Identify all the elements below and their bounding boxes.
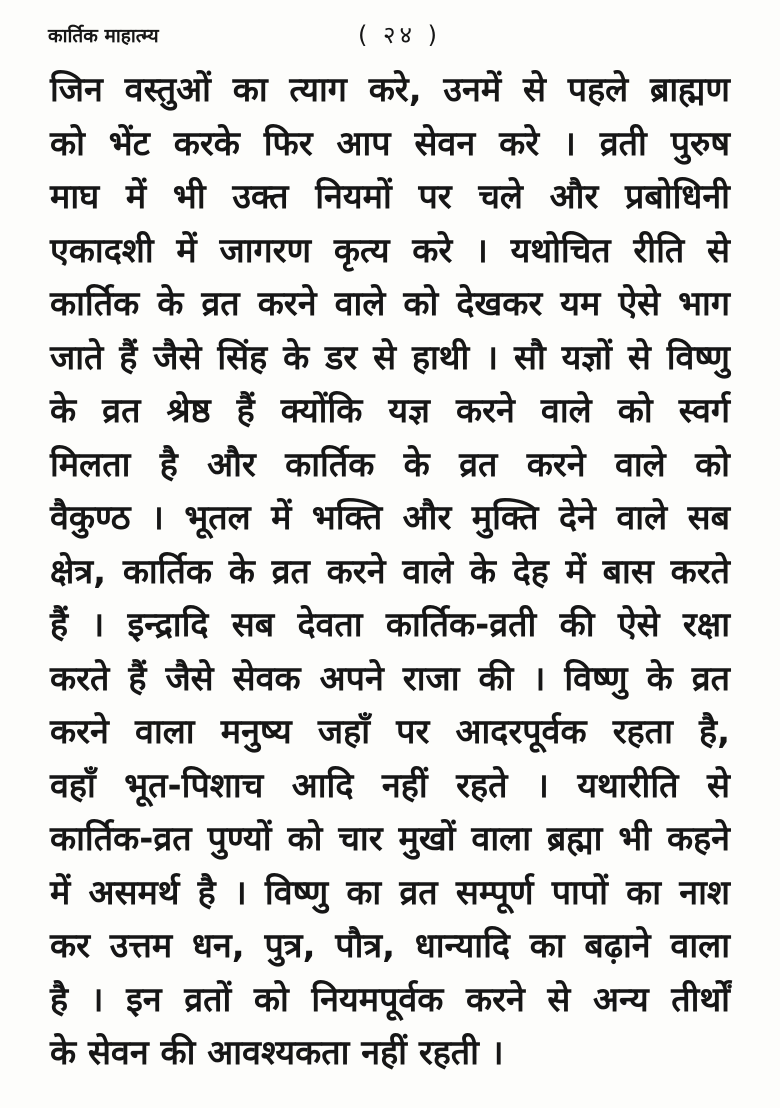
page-header (48, 16, 738, 56)
text-line: एकादशी में जागरण कृत्य करे । यथोचित रीति से (50, 230, 730, 271)
text-line: क्षेत्र, कार्तिक के व्रत करने वाले के देह में बास करते (50, 551, 730, 592)
text-line: मिलता है और कार्तिक के व्रत करने वाले को (50, 444, 730, 485)
text-line: कर उत्तम धन, पुत्र, पौत्र, धान्यादि का बढ़ाने वाला (50, 926, 730, 966)
text-line: है । इन व्रतों को नियमपूर्वक करने से अन्य तीर्थों (50, 979, 730, 1020)
running-title: कार्तिक माहात्म्य (48, 25, 159, 47)
text-line: करते हैं जैसे सेवक अपने राजा की । विष्णु के व्रत (50, 658, 730, 699)
text-line: वहाँ भूत-पिशाच आदि नहीं रहते । यथारीति से (50, 765, 730, 806)
text-line: हैं । इन्द्रादि सब देवता कार्तिक-व्रती की ऐसे रक्षा (50, 605, 730, 645)
text-line: वैकुण्ठ । भूतल में भक्ति और मुक्ति देने वाले सब (50, 498, 730, 538)
page-number: ( २४ ) (358, 21, 441, 49)
text-line: जिन वस्तुओं का त्याग करे, उनमें से पहले ब्राह्मण (50, 70, 730, 110)
text-line: जाते हैं जैसे सिंह के डर से हाथी । सौ यज्ञों से विष्णु (50, 337, 730, 378)
body-paragraph (50, 64, 730, 1081)
text-line: करने वाला मनुष्य जहाँ पर आदरपूर्वक रहता है, (50, 712, 730, 752)
text-line: माघ में भी उक्त नियमों पर चले और प्रबोधिनी (50, 177, 730, 217)
text-line-last: के सेवन की आवश्यकता नहीं रहती । (50, 1033, 504, 1073)
text-line: में असमर्थ है । विष्णु का व्रत सम्पूर्ण पापों का नाश (50, 872, 730, 913)
text-line: को भेंट करके फिर आप सेवन करे । व्रती पुरुष (50, 123, 730, 164)
text-line: कार्तिक-व्रत पुण्यों को चार मुखों वाला ब्रह्मा भी कहने (50, 819, 730, 859)
text-line: कार्तिक के व्रत करने वाले को देखकर यम ऐसे भाग (50, 284, 730, 324)
text-line: के व्रत श्रेष्ठ हैं क्योंकि यज्ञ करने वाले को स्वर्ग (50, 391, 730, 431)
